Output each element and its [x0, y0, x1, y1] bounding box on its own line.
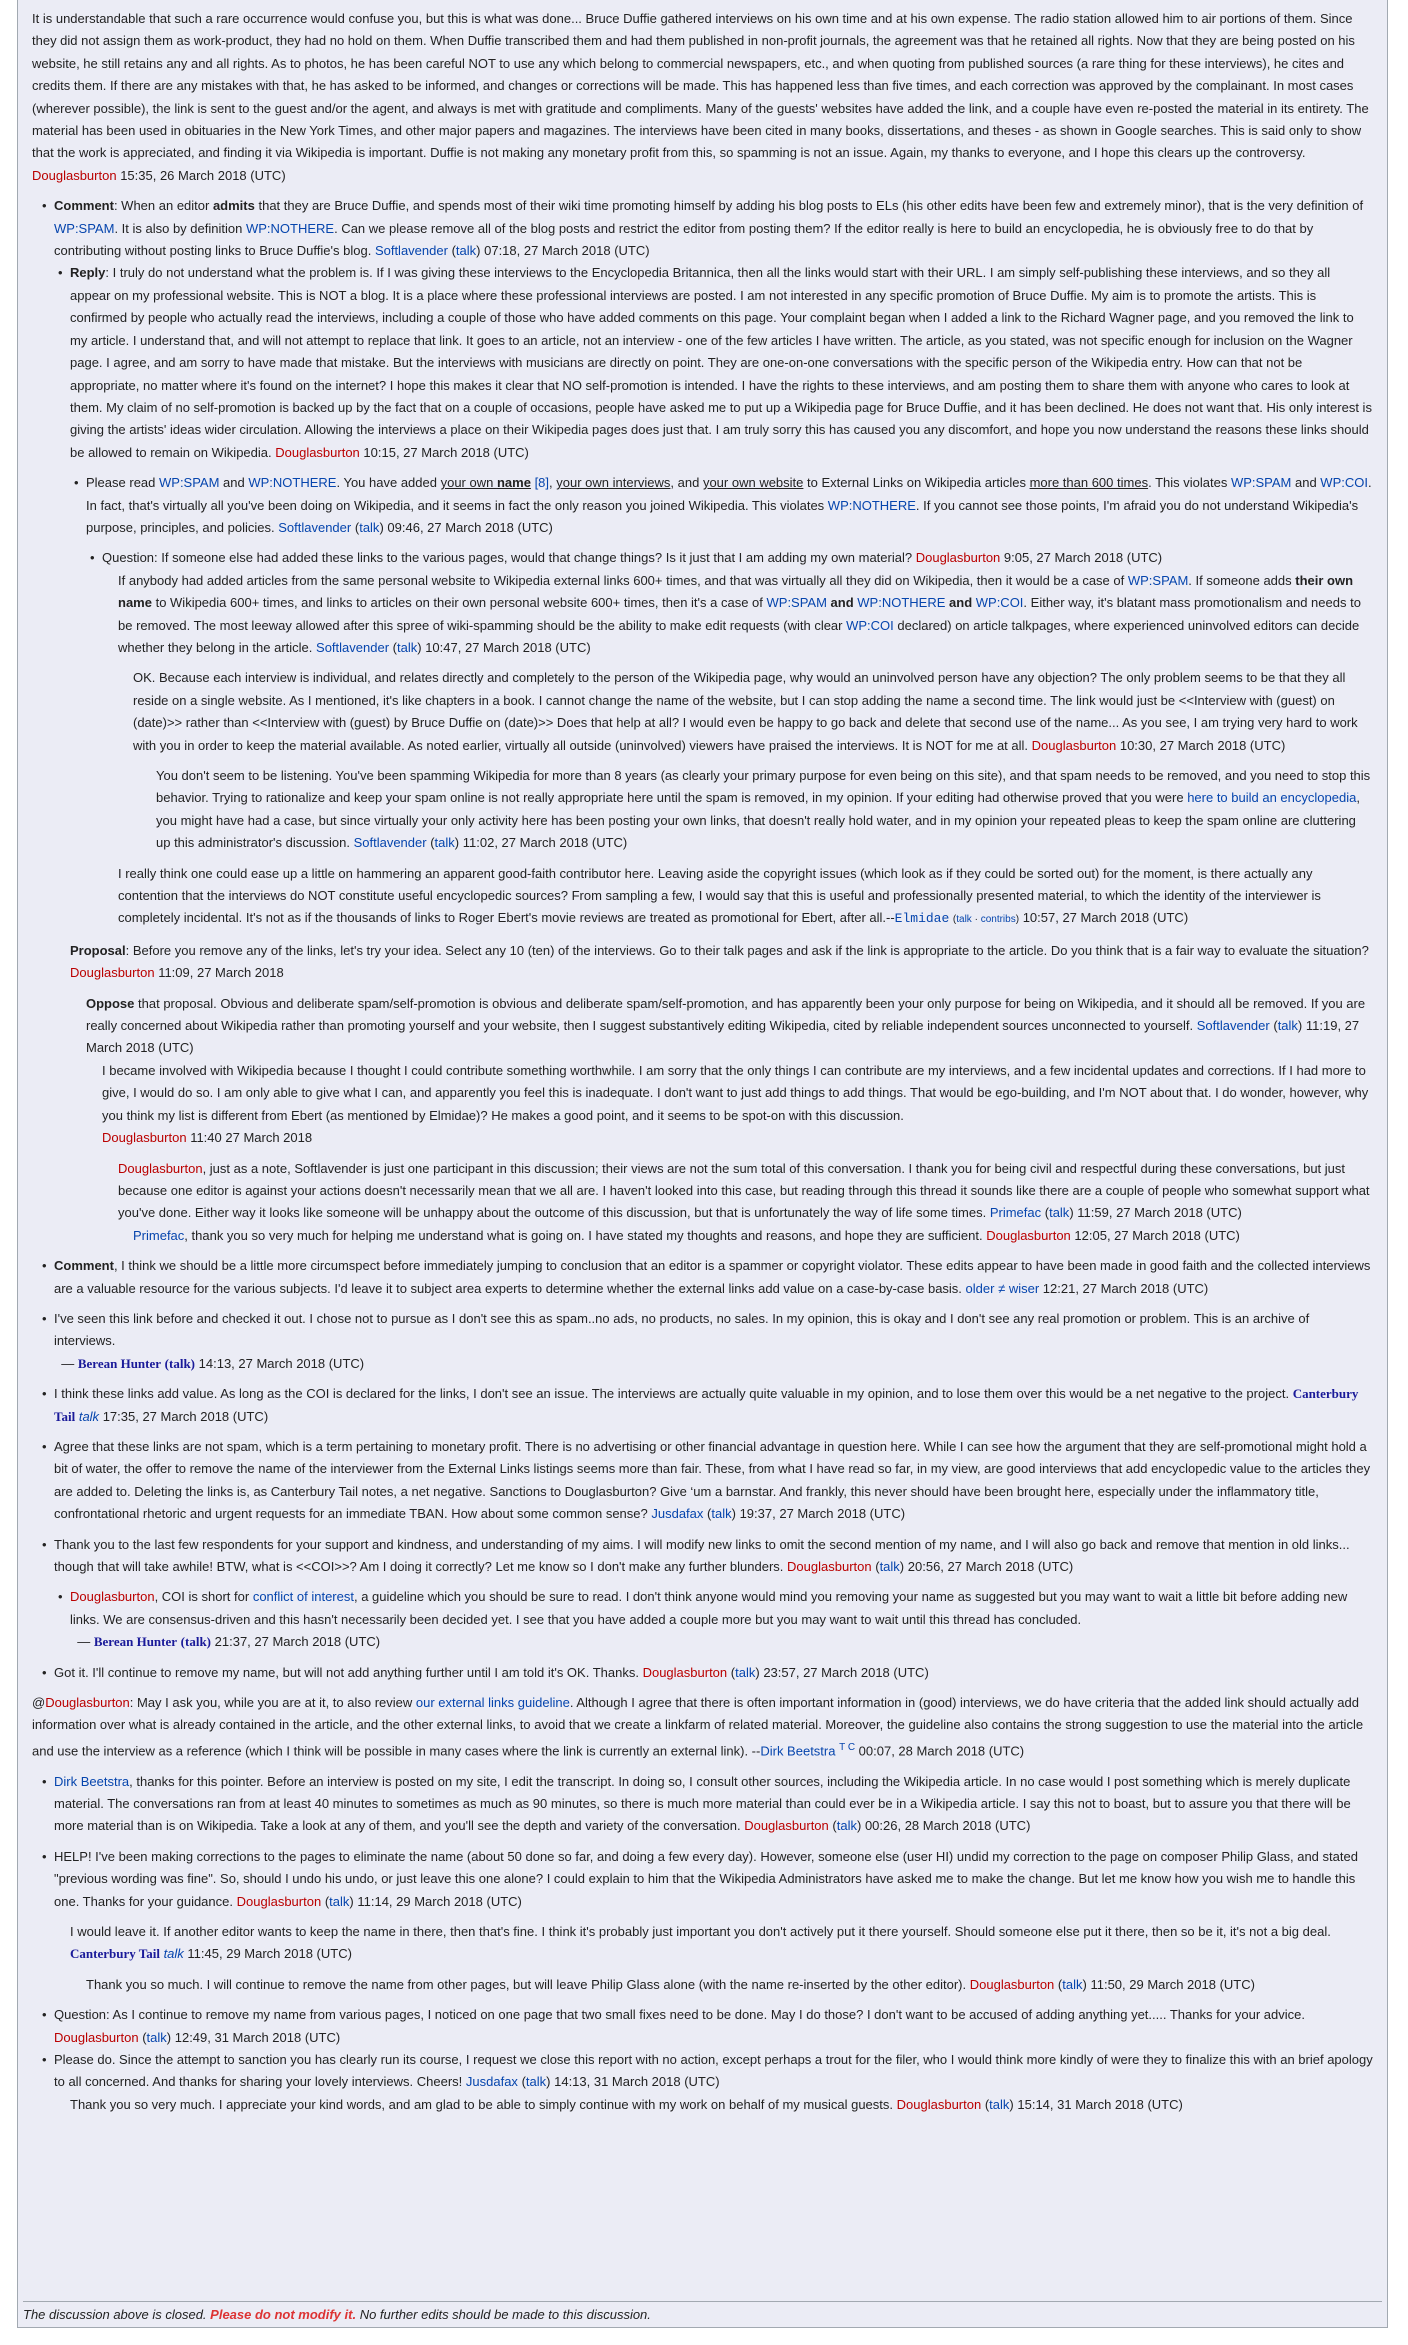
- reference-link[interactable]: [8]: [534, 475, 550, 491]
- timestamp: 20:56, 27 March 2018 (UTC): [907, 1559, 1074, 1574]
- policy-link[interactable]: WP:SPAM: [1230, 475, 1292, 491]
- policy-link[interactable]: WP:COI: [1320, 475, 1368, 491]
- user-link[interactable]: older ≠ wiser: [965, 1280, 1040, 1296]
- user-link[interactable]: Douglasburton: [744, 1818, 829, 1834]
- user-link[interactable]: Douglasburton: [236, 1893, 322, 1909]
- talk-link[interactable]: talk: [735, 1664, 756, 1680]
- guideline-link[interactable]: our external links guideline: [415, 1695, 570, 1711]
- comment-jusdafax-2: • Please do. Since the attempt to sanction you has clearly run its course, I request we close this report with no action, except perhaps a trout for the filer, who I would think more kindly of were they to finalize this with an brief apology to all concerned. And thanks for sharing your lovely interviews. Cheers! Jusdafax (talk) 14:13, 31 March 2018 (UTC): [54, 2049, 1373, 2094]
- user-link[interactable]: Douglasburton: [45, 1695, 130, 1711]
- user-link[interactable]: Douglasburton: [32, 167, 117, 183]
- timestamp: 11:50, 29 March 2018 (UTC): [1090, 1976, 1255, 1992]
- user-link[interactable]: Canterbury Tail: [54, 1386, 1359, 1424]
- user-link[interactable]: Softlavender: [353, 835, 427, 851]
- policy-link[interactable]: WP:COI: [846, 617, 894, 633]
- timestamp: 07:18, 27 March 2018 (UTC): [484, 243, 650, 259]
- comment-duffie-rights: [32, 8, 1373, 187]
- timestamp: 11:09, 27 March 2018: [158, 965, 284, 981]
- comment-softlavender-1: • Comment: When an editor admits that they are Bruce Duffie, and spends most of their wiki time promoting himself by adding his blog posts to ELs (his other edits have been few and extremely minor), that is the very definition of WP:SPAM. It is also by definition WP:NOTHERE. Can we please remove all of the blog posts and restrict the editor from posting them? If the editor really is here to build an encyclopedia, he is obviously free to do that by contributing without posting links to Bruce Duffie's blog. Softlavender (talk) 07:18, 27 March 2018 (UTC): [54, 195, 1373, 262]
- comment-douglasburton-8: • HELP! I've been making corrections to the pages to eliminate the name (about 50 done so far, and doing a few every day). However, someone else (user HI) undid my correction to the page on composer Philip Glass, and stated "previous wording was fine". So, should I undo his undo, or just leave this one alone? I could explain to him that the Wikipedia Administrators have asked me to make the change. But let me know how you wish me to handle this one. Thanks for your guidance. Douglasburton (talk) 11:14, 29 March 2018 (UTC): [54, 1846, 1373, 1913]
- reply-softlavender-4: You don't seem to be listening. You've been spamming Wikipedia for more than 8 years (as clearly your primary purpose for even being on this site), and that spam needs to be removed, and you need to stop this behavior. Trying to rationalize and keep your spam online is not really appropriate here until the spam is removed, in my opinion. If your editing had otherwise proved that you were here to build an encyclopedia, you might have had a case, but since virtually your only activity here has been posting your own links, that doesn't really hold water, and in my opinion your repeated pleas to keep the spam online are cluttering up this administrator's discussion. Softlavender (talk) 11:02, 27 March 2018 (UTC): [156, 768, 1371, 851]
- policy-link[interactable]: WP:COI: [975, 595, 1024, 611]
- diff-link[interactable]: your own interviews: [556, 475, 671, 491]
- user-link[interactable]: Douglasburton: [1031, 737, 1117, 753]
- reply-douglasburton-11: Thank you so very much. I appreciate your kind words, and am glad to be able to simply continue with my work on behalf of my musical guests. Douglasburton (talk) 15:14, 31 March 2018 (UTC): [70, 2096, 1183, 2112]
- talk-link[interactable]: talk: [455, 243, 477, 259]
- comment-label: Oppose: [86, 995, 135, 1011]
- user-link[interactable]: Dirk Beetstra: [760, 1743, 836, 1759]
- closed-discussion-archive: [17, 0, 1388, 2328]
- user-link[interactable]: Primefac: [133, 1227, 185, 1243]
- user-link[interactable]: Softlavender: [316, 639, 390, 655]
- talk-link[interactable]: talk: [836, 1818, 857, 1834]
- user-link[interactable]: Douglasburton: [275, 444, 360, 460]
- timestamp: 21:37, 27 March 2018 (UTC): [214, 1634, 381, 1650]
- reply-douglasburton-9: Thank you so much. I will continue to remove the name from other pages, but will leave Philip Glass alone (with the name re-inserted by the other editor). Douglasburton (talk) 11:50, 29 March 2018 (UTC): [86, 1976, 1255, 1992]
- timestamp: 10:15, 27 March 2018 (UTC): [363, 444, 529, 460]
- talk-link[interactable]: talk: [397, 639, 418, 655]
- reply-softlavender-2: • Please read WP:SPAM and WP:NOTHERE. You have added your own name [8], your own interviews, and your own website to External Links on Wikipedia articles more than 600 times. This violates WP:SPAM and WP:COI. In fact, that's virtually all you've been doing on Wikipedia, and it seems in fact the only reason you joined Wikipedia. This violates WP:NOTHERE. If you cannot see those points, I'm afraid you do not understand Wikipedia's purpose, principles, and policies. Softlavender (talk) 09:46, 27 March 2018 (UTC): [86, 472, 1373, 539]
- policy-link[interactable]: WP:SPAM: [766, 595, 827, 611]
- comment-jusdafax-1: • Agree that these links are not spam, which is a term pertaining to monetary profit. There is no advertising or other financial advantage in question here. While I can see how the argument that they are self-promotional might hold a bit of water, the offer to remove the name of the interviewer from the External Links listings seems more than fair. These, from what I have read so far, in my view, are good interviews that add encyclopedic value to the articles they are added to. Deleting the links is, as Canterbury Tail notes, a net negative. Sanctions to Douglasburton? Give ‘um a barnstar. And frankly, this never should have been brought here, especially under the inflammatory title, confrontational rhetoric and urgent requests for an immediate TBAN. How about some common sense? Jusdafax (talk) 19:37, 27 March 2018 (UTC): [54, 1436, 1373, 1526]
- user-link[interactable]: Douglasburton: [54, 2029, 139, 2045]
- comment-canterbury-tail-1: • I think these links add value. As long as the COI is declared for the links, I don't see an issue. The interviews are actually quite valuable in my opinion, and to lose them over this would be a net negative to the project. Canterbury Tail talk 17:35, 27 March 2018 (UTC): [54, 1383, 1373, 1428]
- policy-link[interactable]: WP:SPAM: [54, 220, 115, 236]
- diff-link[interactable]: more than 600 times: [1029, 475, 1149, 491]
- timestamp: 9:05, 27 March 2018 (UTC): [1003, 550, 1163, 566]
- talk-link[interactable]: talk: [359, 519, 380, 535]
- timestamp: 00:07, 28 March 2018 (UTC): [858, 1743, 1025, 1759]
- proposal-douglasburton: Proposal: Before you remove any of the links, let's try your idea. Select any 10 (ten) of the interviews. Go to their talk pages and ask if the link is appropriate to the article. Do you think that is a fair way to evaluate the situation? Douglasburton 11:09, 27 March 2018: [70, 942, 1369, 981]
- timestamp: 12:21, 27 March 2018 (UTC): [1042, 1280, 1209, 1296]
- comment-dirk-beetstra-1: @Douglasburton: May I ask you, while you are at it, to also review our external links guideline. Although I agree that there is often important information in (good) interviews, we do have criteria that the added link should actually add information over what is already contained in the article, and the other external links, to avoid that we create a linkfarm of related material. Moreover, the guideline also contains the strong suggestion to use the material into the article and use the interview as a reference (which I think will be possible in many cases where the link is currently an external link). --Dirk Beetstra $^{T C}$ 00:07, 28 March 2018 (UTC): [32, 1695, 1364, 1759]
- warning-text: Please do not modify it.: [210, 2307, 357, 2322]
- timestamp: 17:35, 27 March 2018 (UTC): [102, 1408, 269, 1424]
- timestamp: 11:59, 27 March 2018 (UTC): [1077, 1205, 1242, 1221]
- contribs-link[interactable]: contribs: [980, 914, 1016, 926]
- timestamp: 23:57, 27 March 2018 (UTC): [763, 1664, 929, 1680]
- reply-softlavender-3: If anybody had added articles from the same personal website to Wikipedia external links 600+ times, and that was virtually all they did on Wikipedia, then it would be a case of WP:SPAM. If someone adds their own name to Wikipedia 600+ times, and links to articles on their own personal website 600+ times, then it's a case of WP:SPAM and WP:NOTHERE and WP:COI. Either way, it's blatant mass promotionalism and needs to be removed. The most leeway allowed after this spree of wiki-spamming should be the ability to make edit requests (with clear WP:COI declared) on article talkpages, where experienced uninvolved editors can decide whether they belong in the article. Softlavender (talk) 10:47, 27 March 2018 (UTC): [118, 572, 1361, 655]
- comment-label: Comment: [54, 198, 114, 214]
- timestamp: 11:19, 27 March 2018 (UTC): [86, 1018, 1360, 1056]
- timestamp: 11:40 27 March 2018: [190, 1130, 313, 1146]
- talk-link[interactable]: talk: [163, 1946, 184, 1962]
- user-link[interactable]: Douglasburton: [896, 2096, 982, 2112]
- user-link[interactable]: Douglasburton: [787, 1559, 872, 1574]
- comment-berean-hunter-1: • I've seen this link before and checked it out. I chose not to pursue as I don't see this as spam..no ads, no products, no sales. In my opinion, this is okay and I don't see any real promotion or problem. This is an archive of interviews. — Berean Hunter (talk) 14:13, 27 March 2018 (UTC): [54, 1308, 1373, 1375]
- talk-link[interactable]: talk: [185, 1634, 207, 1650]
- talk-link[interactable]: talk: [146, 2029, 167, 2045]
- talk-link[interactable]: talk: [1062, 1976, 1083, 1992]
- timestamp: 15:14, 31 March 2018 (UTC): [1017, 2096, 1183, 2112]
- user-link[interactable]: Dirk Beetstra: [54, 1773, 130, 1789]
- guideline-link[interactable]: conflict of interest: [252, 1589, 354, 1605]
- comment-douglasburton-10: • Question: As I continue to remove my name from various pages, I noticed on one page that two small fixes need to be done. May I do those? I don't want to be accused of adding anything yet..... Thanks for your advice. Douglasburton (talk) 12:49, 31 March 2018 (UTC): [54, 2004, 1373, 2049]
- policy-link[interactable]: WP:SPAM: [1127, 572, 1189, 588]
- talk-contribs-link[interactable]: T C: [839, 1741, 856, 1753]
- reply-douglasburton-7: • Dirk Beetstra, thanks for this pointer. Before an interview is posted on my site, I edit the transcript. In doing so, I consult other sources, including the Wikipedia article. In no case would I post something which is merely duplicate material. The conversations ran from at least 40 minutes to sometimes as much as 90 minutes, so there is much more material than could ever be in a Wikipedia article. I say this not to boast, but to assure you that there will be more material than is on Wikipedia. Take a look at any of them, and you'll see the depth and variety of the conversation. Douglasburton (talk) 00:26, 28 March 2018 (UTC): [54, 1771, 1373, 1838]
- talk-link[interactable]: talk: [1277, 1018, 1298, 1034]
- user-link[interactable]: Douglasburton: [969, 1976, 1055, 1992]
- talk-link[interactable]: talk: [434, 835, 455, 851]
- talk-link[interactable]: talk: [989, 2096, 1010, 2112]
- user-link[interactable]: Jusdafax: [651, 1506, 704, 1522]
- talk-link[interactable]: talk: [879, 1559, 900, 1574]
- user-link[interactable]: Primefac: [989, 1205, 1042, 1221]
- talk-link[interactable]: talk: [525, 2074, 547, 2090]
- timestamp: 10:47, 27 March 2018 (UTC): [425, 639, 591, 655]
- reply-canterbury-tail-2: I would leave it. If another editor wants to keep the name in there, then that's fine. I think it's probably just important you don't actively put it there yourself. Should someone else put it there, then so be it, it's not a big deal. Canterbury Tail talk 11:45, 29 March 2018 (UTC): [70, 1924, 1331, 1962]
- timestamp: 09:46, 27 March 2018 (UTC): [387, 519, 553, 535]
- user-link[interactable]: Douglasburton: [102, 1130, 187, 1146]
- comment-label: Proposal: [70, 942, 126, 958]
- diff-link[interactable]: your own name: [440, 475, 531, 491]
- user-link[interactable]: Douglasburton: [70, 1589, 155, 1605]
- comment-douglasburton-5: • Thank you to the last few respondents for your support and kindness, and understanding of my aims. I will modify new links to omit the second mention of my name, and I will also go back and remove that mention in old links... though that will take awhile! BTW, what is <<COI>>? Am I doing it correctly? Let me know so I don't make any further blunders. Douglasburton (talk) 20:56, 27 March 2018 (UTC): [54, 1534, 1373, 1579]
- talk-link[interactable]: talk: [169, 1355, 191, 1371]
- timestamp: 12:49, 31 March 2018 (UTC): [174, 2029, 341, 2045]
- question-douglasburton: • Question: If someone else had added these links to the various pages, would that change things? Is it just that I am adding my own material? Douglasburton 9:05, 27 March 2018 (UTC): [102, 547, 1373, 569]
- user-link[interactable]: Elmidae: [894, 911, 950, 927]
- timestamp: 10:57, 27 March 2018 (UTC): [1022, 910, 1189, 926]
- timestamp: 14:13, 31 March 2018 (UTC): [554, 2074, 720, 2090]
- user-link[interactable]: Douglasburton: [915, 550, 1001, 566]
- user-link[interactable]: Berean Hunter: [93, 1634, 178, 1650]
- timestamp: 15:35, 26 March 2018 (UTC): [120, 167, 286, 183]
- timestamp: 11:14, 29 March 2018 (UTC): [357, 1893, 522, 1909]
- reply-berean-hunter-2: • Douglasburton, COI is short for conflict of interest, a guideline which you should be sure to read. I don't think anyone would mind you removing your name as suggested but you may want to wait a little bit before adding new links. We are consensus-driven and this hasn't necessarily been decided yet. I see that you have added a couple more but you may want to wait until this thread has concluded. — Berean Hunter (talk) 21:37, 27 March 2018 (UTC): [70, 1586, 1373, 1653]
- timestamp: 19:37, 27 March 2018 (UTC): [739, 1506, 906, 1522]
- user-link[interactable]: Douglasburton: [118, 1160, 203, 1176]
- talk-link[interactable]: talk: [329, 1893, 350, 1909]
- policy-link[interactable]: WP:NOTHERE: [248, 475, 337, 491]
- timestamp: 12:05, 27 March 2018 (UTC): [1074, 1227, 1240, 1243]
- oppose-softlavender: Oppose that proposal. Obvious and deliberate spam/self-promotion is obvious and deliberate spam/self-promotion, and has apparently been your only purpose for being on Wikipedia, and it should all be removed. If you are really concerned about Wikipedia rather than promoting yourself and your website, then I suggest substantively editing Wikipedia, cited by reliable independent sources unconnected to yourself. Softlavender (talk) 11:19, 27 March 2018 (UTC): [86, 995, 1366, 1056]
- talk-link[interactable]: talk: [1049, 1205, 1070, 1221]
- reply-douglasburton-4: Primefac, thank you so very much for helping me understand what is going on. I have stated my thoughts and reasons, and hope they are sufficient. Douglasburton 12:05, 27 March 2018 (UTC): [133, 1227, 1240, 1243]
- user-link[interactable]: Berean Hunter: [77, 1355, 162, 1371]
- user-link[interactable]: Softlavender: [278, 519, 352, 535]
- talk-link[interactable]: talk: [711, 1506, 732, 1522]
- closed-discussion-footer: The discussion above is closed. Please do not modify it. No further edits should be made to this discussion.: [23, 2301, 1382, 2328]
- reply-douglasburton-1: • Reply: I truly do not understand what the problem is. If I was giving these interviews to the Encyclopedia Britannica, then all the links would start with their URL. I am simply self-publishing these interviews, and so they all appear on my professional website. This is NOT a blog. It is a place where these professional interviews are posted. I am not interested in any specific promotion of Bruce Duffie. My aim is to promote the artists. This is confirmed by people who actually read the interviews, including a couple of those who have added comments on this page. Your complaint began when I added a link to the Richard Wagner page, and you removed the link to my article. I understand that, and will not attempt to replace that link. It goes to an article, not an interview - one of the few articles I have written. The article, as you stated, was not specific enough for inclusion on the Wagner page. I agree, and am sorry to have made that mistake. But the interviews with musicians are directly on point. They are one-on-one conversations with the specific person of the Wikipedia entry. How can that not be appropriate, no matter where it's found on the internet? I hope this makes it clear that NO self-promotion is intended. I have the rights to these interviews, and am posting them to share them with anyone who cares to look at them. My claim of no self-promotion is backed up by the fact that on a couple of occasions, people have asked me to put up a Wikipedia page for Bruce Duffie, and it has been declined. He does not want that. His only interest is giving the artists' ideas wider circulation. Allowing the interviews a place on their Wikipedia pages does just that. I am truly sorry this has caused you any discomfort, and hope you now understand the reasons these links should be allowed to remain on Wikipedia. Douglasburton 10:15, 27 March 2018 (UTC): [70, 262, 1373, 464]
- timestamp: 11:45, 29 March 2018 (UTC): [187, 1946, 352, 1962]
- user-link[interactable]: Jusdafax: [465, 2074, 518, 2090]
- timestamp: 00:26, 28 March 2018 (UTC): [864, 1818, 1031, 1834]
- timestamp: 11:02, 27 March 2018 (UTC): [462, 835, 628, 851]
- user-link[interactable]: Softlavender: [1196, 1018, 1270, 1034]
- policy-link[interactable]: WP:NOTHERE: [857, 595, 946, 611]
- policy-link[interactable]: WP:NOTHERE: [245, 220, 335, 236]
- talk-link[interactable]: talk: [956, 914, 972, 926]
- user-link[interactable]: Douglasburton: [642, 1664, 728, 1680]
- talk-link[interactable]: talk: [78, 1408, 100, 1424]
- timestamp: 14:13, 27 March 2018 (UTC): [198, 1355, 365, 1371]
- comment-label: Reply: [70, 265, 106, 281]
- comment-text: It is understandable that such a rare occurrence would confuse you, but this is what was done... Bruce Duffie gathered interviews on his own time and at his own expense. The radio station allowed him to air portions of them. Since they did not assign them as work-product, they had no hold on them. When Duffie transcribed them and had them published in non-profit journals, the agreement was that he retained all rights. Now that they are being posted on his website, he still retains any and all rights. As to photos, he has been careful NOT to use any which belong to commercial newspapers, etc., and when quoting from published sources (a rare thing for these interviews), he cites and credits them. If there are any mistakes with that, he has asked to be informed, and changes or corrections will be made. This has happened less than five times, and each correction was approved by the complainant. In most cases (wherever possible), the link is sent to the guest and/or the agent, and always is met with gratitude and compliments. Many of the guests' websites have added the link, and a couple have even re-posted the material in its entirety. The material has been used in obituaries in the New York Times, and other major papers and magazines. The interviews have been cited in many books, dissertations, and theses - as shown in Google searches. This is said only to show that the work is appreciated, and finding it via Wikipedia is important. Duffie is not making any monetary profit from this, so spamming is not an issue. Again, my thanks to everyone, and I hope this clears up the controversy.: [32, 11, 1369, 161]
- timestamp: 10:30, 27 March 2018 (UTC): [1119, 737, 1286, 753]
- user-link[interactable]: Softlavender: [374, 243, 448, 259]
- policy-link[interactable]: WP:SPAM: [159, 475, 220, 491]
- reply-primefac-1: Douglasburton, just as a note, Softlavender is just one participant in this discussion; their views are not the sum total of this conversation. I thank you for being civil and respectful during these conversations, but just because one editor is against your actions doesn't necessarily mean that we all are. I haven't looked into this case, but reading through this thread it sounds like there are a couple of people who somewhat support what you've done. Either way it looks like someone will be unhappy about the outcome of this discussion, but that is unfortunately the way of life some times. Primefac (talk) 11:59, 27 March 2018 (UTC): [118, 1160, 1370, 1221]
- policy-link[interactable]: WP:NOTHERE: [827, 497, 916, 513]
- comment-elmidae: I really think one could ease up a little on hammering an apparent good-faith contributor here. Leaving aside the copyright issues (which look as if they could be sorted out) for the moment, is there actually any contention that the interviews do NOT constitute useful encyclopedic sources? From sampling a few, I would say that this is useful and professionally presented material, to which the identity of the interviewer is completely incidental. It's not as if the thousands of links to Roger Ebert's movie reviews are treated as promotional for Ebert, after all.--Elmidae (talk · contribs) 10:57, 27 March 2018 (UTC): [118, 865, 1321, 927]
- user-link[interactable]: Canterbury Tail: [70, 1946, 160, 1962]
- comment-douglasburton-6: • Got it. I'll continue to remove my name, but will not add anything further until I am told it's OK. Thanks. Douglasburton (talk) 23:57, 27 March 2018 (UTC): [54, 1662, 1373, 1684]
- diff-link[interactable]: your own website: [702, 475, 804, 491]
- user-link[interactable]: Douglasburton: [70, 965, 155, 981]
- comment-older-wiser: • Comment, I think we should be a little more circumspect before immediately jumping to conclusion that an editor is a spammer or copyright violator. These edits appear to have been made in good faith and the collected interviews are a valuable resource for the various subjects. I'd leave it to subject area experts to determine whether the external links add value on a case-by-case basis. older ≠ wiser 12:21, 27 March 2018 (UTC): [54, 1255, 1373, 1300]
- essay-link[interactable]: here to build an encyclopedia: [1187, 790, 1357, 806]
- user-link[interactable]: Douglasburton: [986, 1227, 1071, 1243]
- comment-label: Comment: [54, 1258, 114, 1274]
- reply-douglasburton-2: OK. Because each interview is individual, and relates directly and completely to the person of the Wikipedia page, why would an uninvolved person have any objection? The only problem seems to be that they all reside on a single website. As I mentioned, it's like chapters in a book. I cannot change the name of the website, but I can stop adding the name a second time. The link would just be <<Interview with (guest) on (date)>> rather than <<Interview with (guest) by Bruce Duffie on (date)>> Does that help at all? I would even be happy to go back and delete that second use of the name... As you see, I am trying very hard to work with you in order to keep the material available. As noted earlier, virtually all outside (uninvolved) viewers have praised the interviews. It is NOT for me at all. Douglasburton 10:30, 27 March 2018 (UTC): [133, 670, 1358, 753]
- reply-douglasburton-3: I became involved with Wikipedia because I thought I could contribute something worthwhile. I am sorry that the only things I can contribute are my interviews, and a few incidental updates and corrections. If I had more to give, I would do so. I am only able to give what I can, and apparently you feel this is inadequate. I don't want to just add things to add things. That would be ego-building, and I'm NOT about that. I do wonder, however, why you think my list is different from Ebert (as mentioned by Elmidae)? He makes a good point, and it seems to be spot-on with this discussion. Douglasburton 11:40 27 March 2018: [102, 1062, 1369, 1146]
